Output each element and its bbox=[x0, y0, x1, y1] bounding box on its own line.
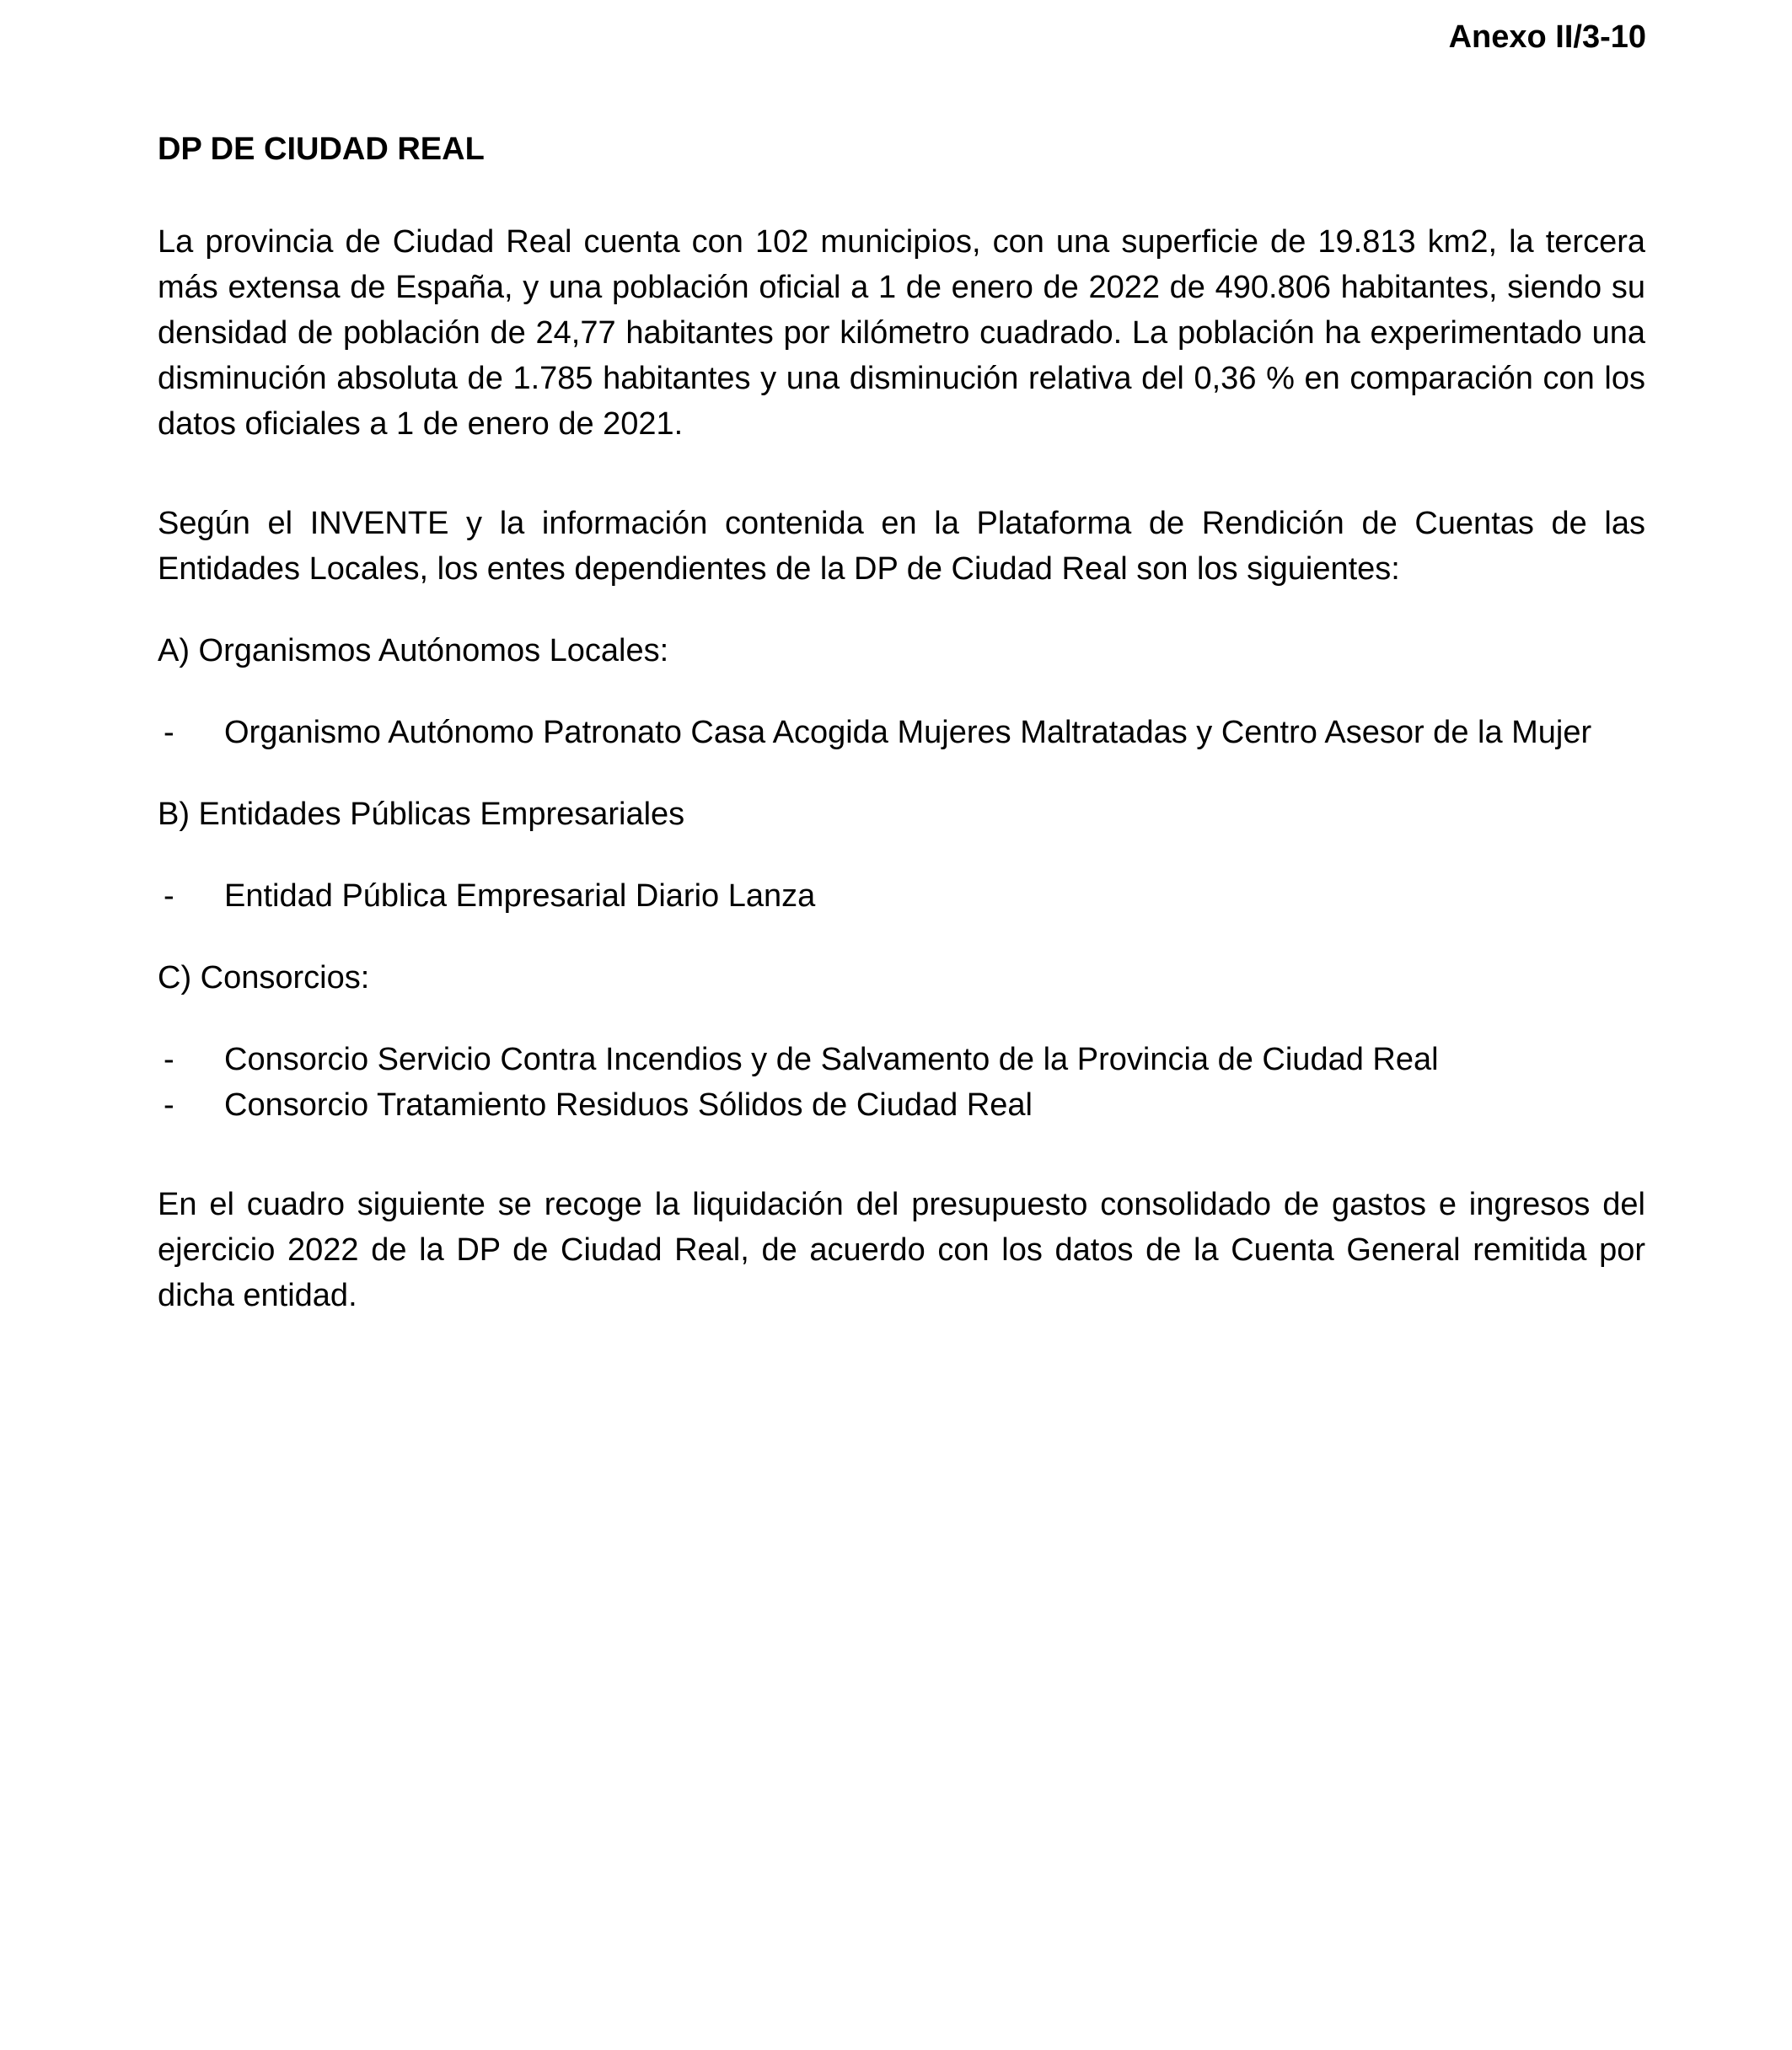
dash-bullet: - bbox=[164, 878, 174, 914]
paragraph-entities-intro: Según el INVENTE y la información contenida en la Plataforma de Rendición de Cuentas de las Entidades Locales, los entes dependientes de la DP de Ciudad Real son los siguientes: bbox=[158, 506, 1645, 587]
document-title: DP DE CIUDAD REAL bbox=[158, 131, 485, 167]
document-body bbox=[158, 126, 1645, 1318]
section-c-heading: C) Consorcios: bbox=[158, 960, 370, 995]
section-b-heading: B) Entidades Públicas Empresariales bbox=[158, 797, 685, 832]
annex-label: Anexo II/3-10 bbox=[1448, 19, 1646, 55]
list-item bbox=[158, 1082, 1645, 1128]
list-item-text: Organismo Autónomo Patronato Casa Acogida Mujeres Maltratadas y Centro Asesor de la Mujer bbox=[224, 715, 1592, 750]
list-item bbox=[158, 873, 1645, 919]
section-a-heading: A) Organismos Autónomos Locales: bbox=[158, 633, 669, 668]
list-item bbox=[158, 1037, 1645, 1082]
dash-bullet: - bbox=[164, 1042, 174, 1077]
dash-bullet: - bbox=[164, 1087, 174, 1123]
list-item-text: Consorcio Tratamiento Residuos Sólidos de Ciudad Real bbox=[224, 1087, 1033, 1123]
list-item-text: Entidad Pública Empresarial Diario Lanza bbox=[224, 878, 816, 914]
paragraph-population: La provincia de Ciudad Real cuenta con 102 municipios, con una superficie de 19.813 km2, la tercera más extensa de España, y una población oficial a 1 de enero de 2022 de 490.806 habitantes, siendo su densidad de población de 24,77 habitantes por kilómetro cuadrado. La población ha experimentado una disminución absoluta de 1.785 habitantes y una disminución relativa del 0,36 % en comparación con los datos oficiales a 1 de enero de 2021. bbox=[158, 224, 1645, 442]
section-c-list bbox=[158, 1037, 1645, 1128]
list-item-text: Consorcio Servicio Contra Incendios y de Salvamento de la Provincia de Ciudad Real bbox=[224, 1042, 1439, 1077]
dash-bullet: - bbox=[164, 715, 174, 750]
paragraph-budget-summary: En el cuadro siguiente se recoge la liquidación del presupuesto consolidado de gastos e ingresos del ejercicio 2022 de la DP de Ciudad Real, de acuerdo con los datos de la Cuenta General remitida por dicha entidad. bbox=[158, 1187, 1645, 1313]
section-b-list bbox=[158, 873, 1645, 919]
list-item bbox=[158, 710, 1645, 755]
section-a-list bbox=[158, 710, 1645, 755]
